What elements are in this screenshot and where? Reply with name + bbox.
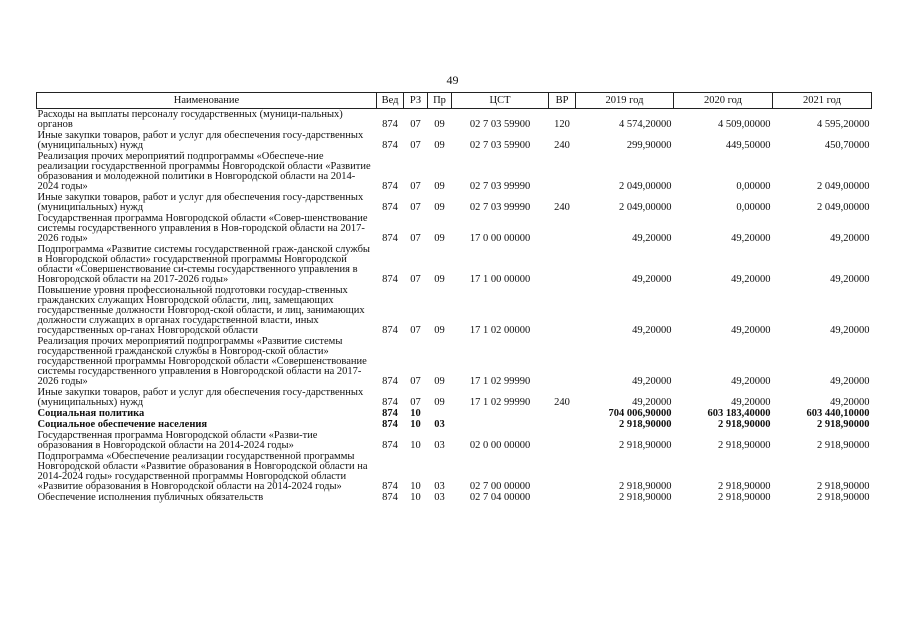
row-pr: 09: [434, 233, 445, 244]
row-value-2021: 49,20000: [830, 325, 870, 336]
row-value-2021: 2 918,90000: [817, 481, 870, 492]
row-ved: 874: [382, 397, 398, 408]
row-value-2020: 49,20000: [731, 397, 771, 408]
row-value-2019: 2 918,90000: [619, 419, 672, 430]
row-cst: 02 7 04 00000: [469, 492, 531, 503]
row-value-2020: 449,50000: [725, 140, 771, 151]
header-2020: 2020 год: [674, 93, 773, 109]
row-value-2021: 450,70000: [824, 140, 870, 151]
row-cst: 02 7 00 00000: [469, 481, 531, 492]
header-vr: ВР: [549, 93, 576, 109]
row-pr: 09: [434, 325, 445, 336]
table-row: [37, 419, 872, 430]
row-rz: 07: [410, 140, 421, 151]
row-value-2020: 0,00000: [736, 181, 771, 192]
table-row: [37, 336, 872, 387]
row-cst: 17 0 00 00000: [469, 233, 531, 244]
row-cst: 17 1 02 99990: [469, 397, 531, 408]
row-name: Иные закупки товаров, работ и услуг для обеспечения госу-дарственных (муниципальных) нужд: [37, 387, 364, 408]
row-value-2021: 49,20000: [830, 274, 870, 285]
row-name: Государственная программа Новгородской области «Разви-тие образования в Новгородской области на 2014-2024 годы»: [37, 430, 318, 451]
table-row: [37, 387, 872, 408]
row-pr: 03: [434, 492, 445, 503]
header-2021: 2021 год: [773, 93, 872, 109]
row-value-2021: 2 918,90000: [817, 492, 870, 503]
row-pr: 03: [434, 440, 445, 451]
row-cst: [452, 408, 549, 419]
row-ved: 874: [382, 376, 398, 387]
row-ved: 874: [382, 274, 398, 285]
row-value-2019: 49,20000: [632, 376, 672, 387]
row-name: Обеспечение исполнения публичных обязательств: [37, 492, 264, 503]
row-rz: 10: [410, 440, 421, 451]
row-vr: [549, 213, 576, 244]
row-cst: 02 7 03 59900: [469, 119, 531, 130]
row-value-2021: 2 049,00000: [817, 202, 870, 213]
header-name: Наименование: [37, 93, 377, 109]
row-cst: 02 7 03 99990: [469, 202, 531, 213]
row-pr: 09: [434, 140, 445, 151]
table-row: [37, 213, 872, 244]
row-vr: [549, 244, 576, 285]
row-rz: 07: [410, 202, 421, 213]
table-row: [37, 151, 872, 192]
row-value-2020: 4 509,00000: [718, 119, 771, 130]
row-ved: 874: [382, 119, 398, 130]
table-row: [37, 408, 872, 419]
row-pr: [428, 408, 452, 419]
row-cst: 02 7 03 59900: [469, 140, 531, 151]
row-value-2021: 49,20000: [830, 376, 870, 387]
row-pr: 09: [434, 274, 445, 285]
row-value-2021: 2 918,90000: [817, 440, 870, 451]
table-row: [37, 451, 872, 492]
row-cst: 02 7 03 99990: [469, 181, 531, 192]
row-ved: 874: [382, 440, 398, 451]
row-cst: 17 1 02 00000: [469, 325, 531, 336]
row-rz: 07: [410, 274, 421, 285]
row-ved: 874: [382, 325, 398, 336]
row-value-2019: 4 574,20000: [619, 119, 672, 130]
row-value-2020: 603 183,40000: [707, 408, 771, 419]
row-rz: 07: [410, 181, 421, 192]
row-value-2021: 603 440,10000: [806, 408, 870, 419]
table-row: [37, 244, 872, 285]
row-ved: 874: [382, 181, 398, 192]
row-ved: 874: [382, 481, 398, 492]
row-ved: 874: [382, 202, 398, 213]
row-value-2019: 49,20000: [632, 274, 672, 285]
row-rz: 07: [410, 397, 421, 408]
row-value-2021: 49,20000: [830, 397, 870, 408]
row-value-2019: 49,20000: [632, 397, 672, 408]
row-pr: 09: [434, 181, 445, 192]
table-header-row: [37, 93, 872, 109]
row-vr: [549, 430, 576, 451]
row-pr: 03: [434, 419, 445, 430]
page-number: 49: [446, 73, 459, 87]
row-pr: 09: [434, 397, 445, 408]
row-value-2019: 2 918,90000: [619, 440, 672, 451]
table-row: [37, 109, 872, 131]
row-value-2020: 2 918,90000: [718, 492, 771, 503]
row-name: Реализация прочих мероприятий подпрограммы «Развитие системы государственной гражданской службы в Новгород-ской области» государственной программы Новгородской области «Совершенствование системы государственного управления в Новгородской области на 2017-2026 годы»: [37, 336, 367, 387]
table-row: [37, 192, 872, 213]
table-row: [37, 430, 872, 451]
row-ved: 874: [382, 419, 398, 430]
row-value-2019: 2 049,00000: [619, 181, 672, 192]
row-ved: 874: [382, 492, 398, 503]
row-rz: 07: [410, 233, 421, 244]
header-rz: РЗ: [404, 93, 428, 109]
row-cst: 02 0 00 00000: [469, 440, 531, 451]
row-pr: 09: [434, 202, 445, 213]
row-name: Социальная политика: [37, 408, 145, 419]
header-ved: Вед: [377, 93, 404, 109]
header-pr: Пр: [428, 93, 452, 109]
row-value-2021: 4 595,20000: [817, 119, 870, 130]
row-cst: [452, 419, 549, 430]
row-cst: 17 1 02 99990: [469, 376, 531, 387]
row-value-2020: 49,20000: [731, 233, 771, 244]
row-rz: 07: [410, 119, 421, 130]
row-value-2020: 0,00000: [736, 202, 771, 213]
row-vr: [549, 492, 576, 503]
row-name: Иные закупки товаров, работ и услуг для обеспечения госу-дарственных (муниципальных) нужд: [37, 130, 364, 151]
row-vr: 120: [554, 119, 570, 130]
row-vr: [549, 336, 576, 387]
row-vr: [549, 408, 576, 419]
row-name: Реализация прочих мероприятий подпрограммы «Обеспече-ние реализации государственной программы Новгородской области «Развитие образования и молодежной политики в Новгородской области на 2014-2024 годы»: [37, 151, 371, 192]
row-pr: 09: [434, 119, 445, 130]
row-value-2019: 299,90000: [626, 140, 672, 151]
row-value-2020: 49,20000: [731, 325, 771, 336]
row-rz: 07: [410, 325, 421, 336]
row-value-2019: 2 049,00000: [619, 202, 672, 213]
row-vr: [549, 285, 576, 336]
table-row: [37, 130, 872, 151]
row-vr: [549, 419, 576, 430]
budget-table: [36, 92, 872, 503]
row-value-2019: 2 918,90000: [619, 492, 672, 503]
row-value-2019: 2 918,90000: [619, 481, 672, 492]
row-name: Повышение уровня профессиональной подготовки государ-ственных гражданских служащих Новгородской области, лиц, замещающих государственные должности Новгород-ской области, и лиц, занимающих должности служащих в органах государственной власти, иных государственных ор-ганах Новгородской области: [37, 285, 365, 336]
row-name: Государственная программа Новгородской области «Совер-шенствование системы государственного управления в Нов-городской области на 2017-2026 годы»: [37, 213, 368, 244]
row-vr: [549, 451, 576, 492]
row-value-2020: 49,20000: [731, 376, 771, 387]
row-name: Расходы на выплаты персоналу государственных (муници-пальных) органов: [37, 109, 343, 130]
row-value-2020: 2 918,90000: [718, 481, 771, 492]
row-rz: 10: [410, 481, 421, 492]
row-rz: 10: [410, 419, 421, 430]
row-value-2019: 704 006,90000: [608, 408, 672, 419]
row-value-2021: 49,20000: [830, 233, 870, 244]
row-pr: 03: [434, 481, 445, 492]
row-value-2019: 49,20000: [632, 325, 672, 336]
row-pr: 09: [434, 376, 445, 387]
row-name: Подпрограмма «Развитие системы государственной граж-данской службы в Новгородской области» государственной программы Новгородской области «Совершенствование си-стемы государственного управления в Новгородской области на 2017-2026 годы»: [37, 244, 370, 285]
row-name: Иные закупки товаров, работ и услуг для обеспечения госу-дарственных (муниципальных) нужд: [37, 192, 364, 213]
row-value-2021: 2 049,00000: [817, 181, 870, 192]
row-value-2020: 49,20000: [731, 274, 771, 285]
row-cst: 17 1 00 00000: [469, 274, 531, 285]
row-ved: 874: [382, 408, 398, 419]
row-vr: 240: [554, 202, 570, 213]
row-name: Подпрограмма «Обеспечение реализации государственной программы Новгородской области «Развитие образования в Новгородской области на 2014-2024 годы» государственной программы Новгородской области «Развитие образования в Новгородской области на 2014-2024 годы»: [37, 451, 368, 492]
row-value-2020: 2 918,90000: [718, 419, 771, 430]
row-ved: 874: [382, 233, 398, 244]
row-rz: 10: [410, 408, 421, 419]
table-body: [37, 109, 872, 504]
table-row: [37, 492, 872, 503]
header-2019: 2019 год: [576, 93, 674, 109]
row-value-2020: 2 918,90000: [718, 440, 771, 451]
header-cst: ЦСТ: [452, 93, 549, 109]
row-name: Социальное обеспечение населения: [37, 419, 208, 430]
row-ved: 874: [382, 140, 398, 151]
row-value-2021: 2 918,90000: [817, 419, 870, 430]
table-row: [37, 285, 872, 336]
row-rz: 07: [410, 376, 421, 387]
row-vr: 240: [554, 140, 570, 151]
row-rz: 10: [410, 492, 421, 503]
row-vr: 240: [554, 397, 570, 408]
row-value-2019: 49,20000: [632, 233, 672, 244]
row-vr: [549, 151, 576, 192]
